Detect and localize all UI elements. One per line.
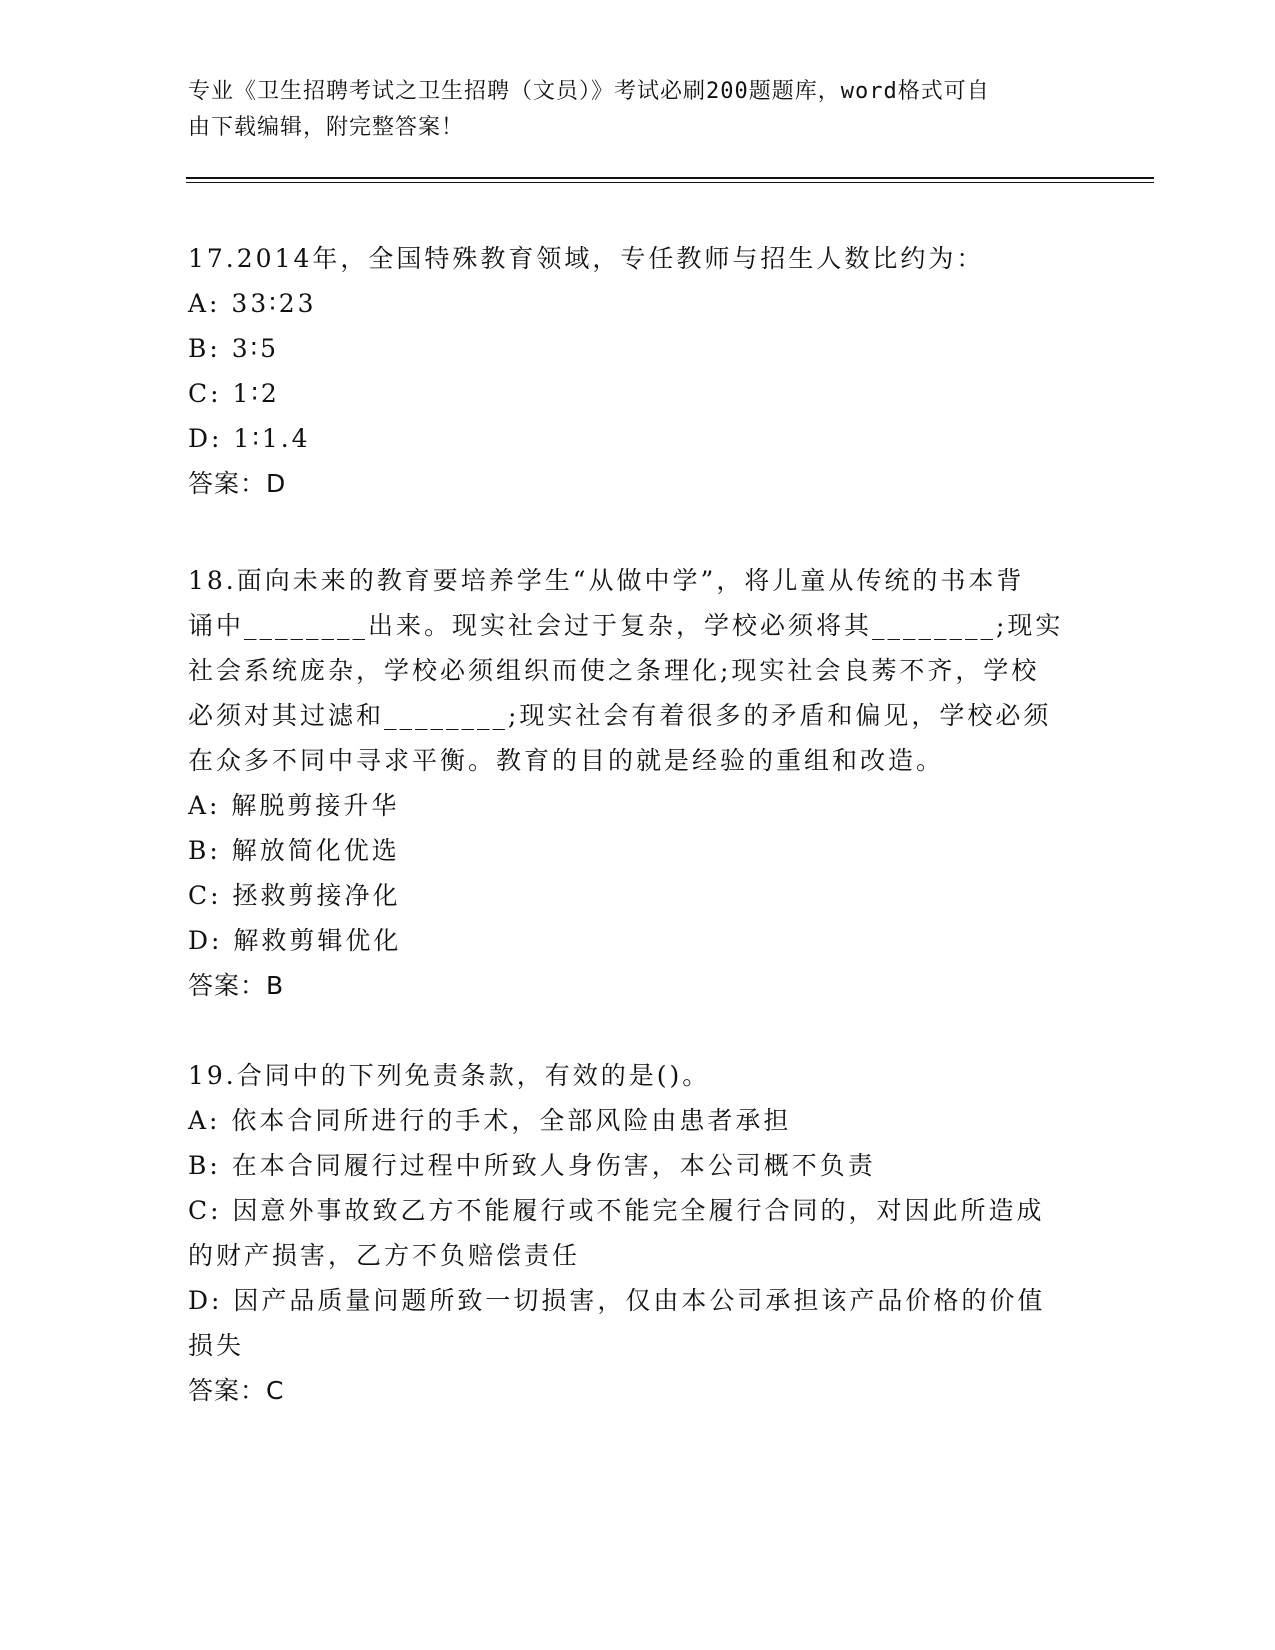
option-c: C: 1∶2 bbox=[188, 379, 280, 408]
document-header bbox=[188, 74, 1068, 146]
option-d: D: 解救剪辑优化 bbox=[188, 926, 402, 955]
option-b: B: 在本合同履行过程中所致人身伤害，本公司概不负责 bbox=[188, 1151, 876, 1180]
question-stem-line: 诵中________出来。现实社会过于复杂，学校必须将其________;现实 bbox=[188, 611, 1064, 640]
answer-label: 答案：B bbox=[188, 971, 285, 1000]
question-stem-line: 在众多不同中寻求平衡。教育的目的就是经验的重组和改造。 bbox=[188, 746, 945, 775]
answer-label: 答案：D bbox=[188, 469, 287, 498]
header-line-2: 由下载编辑，附完整答案！ bbox=[188, 115, 465, 140]
answer-label: 答案：C bbox=[188, 1376, 285, 1405]
header-line-1: 专业《卫生招聘考试之卫生招聘（文员）》考试必刷200题题库，word格式可自 bbox=[188, 79, 990, 104]
option-a: A: 解脱剪接升华 bbox=[188, 791, 400, 820]
option-a: A: 依本合同所进行的手术，全部风险由患者承担 bbox=[188, 1106, 792, 1135]
question-stem-line: 社会系统庞杂，学校必须组织而使之条理化;现实社会良莠不齐，学校 bbox=[188, 656, 1040, 685]
question-stem-line: 必须对其过滤和________;现实社会有着很多的矛盾和偏见，学校必须 bbox=[188, 701, 1052, 730]
question-17 bbox=[188, 236, 1088, 506]
option-d: D: 因产品质量问题所致一切损害，仅由本公司承担该产品价格的价值 bbox=[188, 1286, 1046, 1315]
option-d-continued: 损失 bbox=[188, 1331, 245, 1360]
header-divider-thin bbox=[186, 182, 1154, 183]
option-d: D: 1∶1.4 bbox=[188, 424, 311, 453]
option-c: C: 拯救剪接净化 bbox=[188, 881, 401, 910]
option-b: B: 解放简化优选 bbox=[188, 836, 400, 865]
option-a: A: 33∶23 bbox=[188, 289, 317, 318]
option-b: B: 3∶5 bbox=[188, 334, 280, 363]
question-18 bbox=[188, 558, 1088, 1008]
option-c-continued: 的财产损害，乙方不负赔偿责任 bbox=[188, 1241, 581, 1270]
header-divider bbox=[186, 177, 1154, 179]
question-stem: 17.2014年，全国特殊教育领域，专任教师与招生人数比约为： bbox=[188, 244, 985, 273]
question-stem: 19.合同中的下列免责条款，有效的是()。 bbox=[188, 1061, 711, 1090]
question-19 bbox=[188, 1053, 1088, 1413]
option-c: C: 因意外事故致乙方不能履行或不能完全履行合同的，对因此所造成 bbox=[188, 1196, 1045, 1225]
question-stem-line: 18.面向未来的教育要培养学生“从做中学”，将儿童从传统的书本背 bbox=[188, 566, 1025, 595]
